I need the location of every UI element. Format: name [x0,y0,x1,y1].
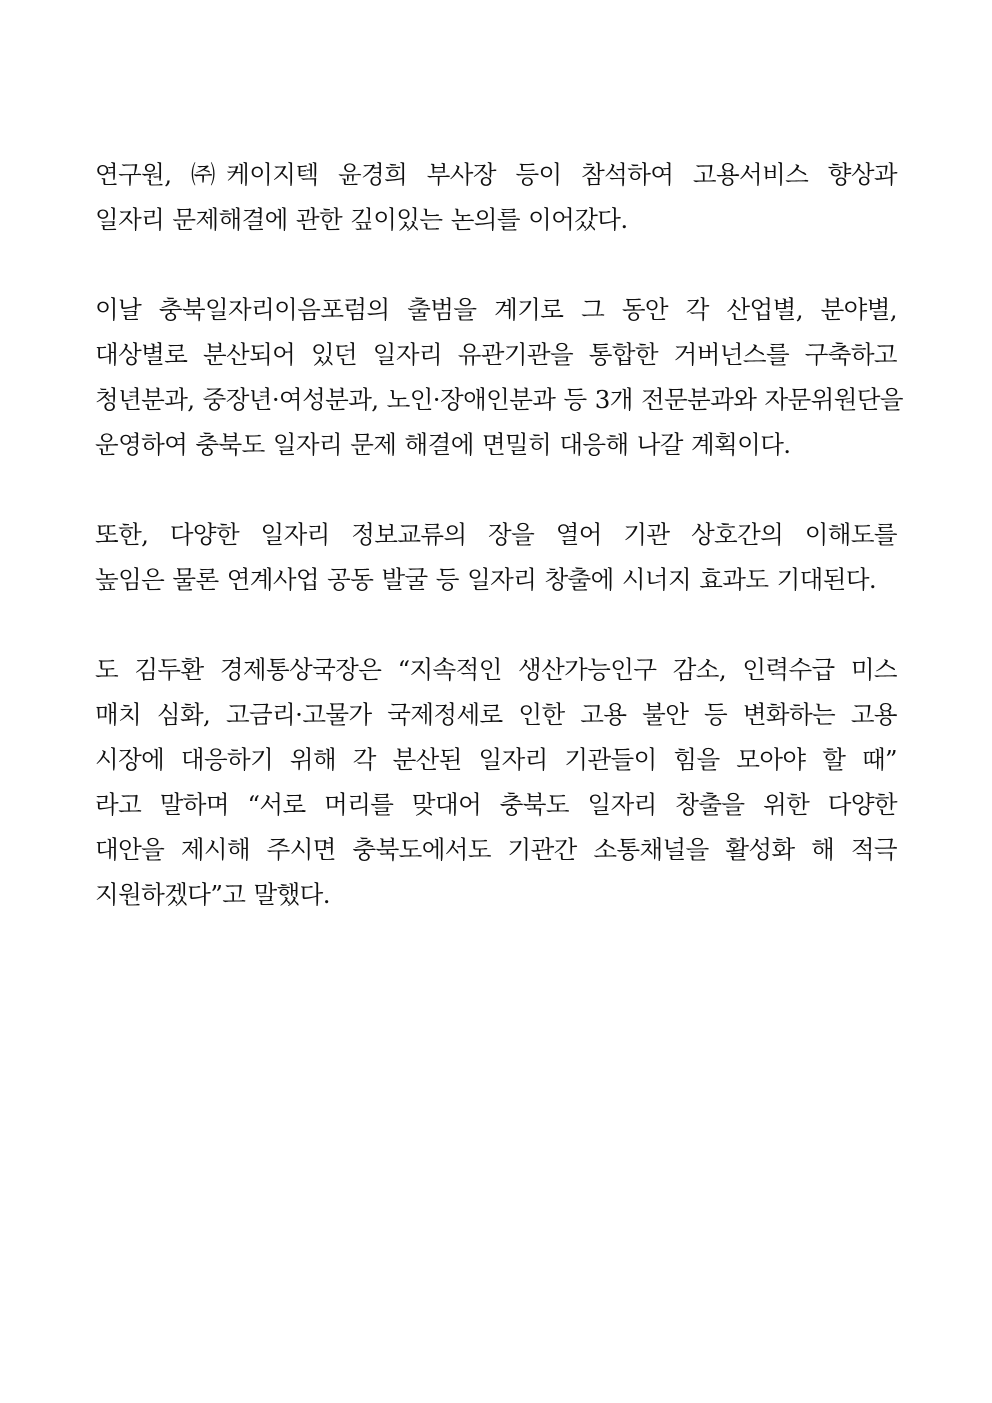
paragraph-line: 청년분과, 중장년·여성분과, 노인·장애인분과 등 3개 전문분과와 자문위원단을 [95,385,903,414]
paragraph-line: 시장에 대응하기 위해 각 분산된 일자리 기관들이 힘을 모아야 할 때” [95,745,897,774]
paragraph-line: 도 김두환 경제통상국장은 “지속적인 생산가능인구 감소, 인력수급 미스 [95,655,897,684]
paragraph-line: 이날 충북일자리이음포럼의 출범을 계기로 그 동안 각 산업별, 분야별, [95,295,897,324]
paragraph-2 [95,287,903,467]
paragraph-line: 지원하겠다”고 말했다. [95,880,330,909]
paragraph-1 [95,152,897,242]
paragraph-line: 매치 심화, 고금리·고물가 국제정세로 인한 고용 불안 등 변화하는 고용 [95,700,897,729]
paragraph-3 [95,512,897,602]
paragraph-line: 높임은 물론 연계사업 공동 발굴 등 일자리 창출에 시너지 효과도 기대된다. [95,565,877,594]
paragraph-line: 운영하여 충북도 일자리 문제 해결에 면밀히 대응해 나갈 계획이다. [95,430,791,459]
paragraph-line: 대안을 제시해 주시면 충북도에서도 기관간 소통채널을 활성화 해 적극 [95,835,897,864]
paragraph-line: 연구원, ㈜케이지텍 윤경희 부사장 등이 참석하여 고용서비스 향상과 [95,160,897,189]
paragraph-line: 일자리 문제해결에 관한 깊이있는 논의를 이어갔다. [95,205,628,234]
document-body [95,152,903,962]
paragraph-4 [95,647,897,917]
paragraph-line: 라고 말하며 “서로 머리를 맞대어 충북도 일자리 창출을 위한 다양한 [95,790,897,819]
paragraph-line: 대상별로 분산되어 있던 일자리 유관기관을 통합한 거버넌스를 구축하고 [95,340,897,369]
paragraph-line: 또한, 다양한 일자리 정보교류의 장을 열어 기관 상호간의 이해도를 [95,520,897,549]
